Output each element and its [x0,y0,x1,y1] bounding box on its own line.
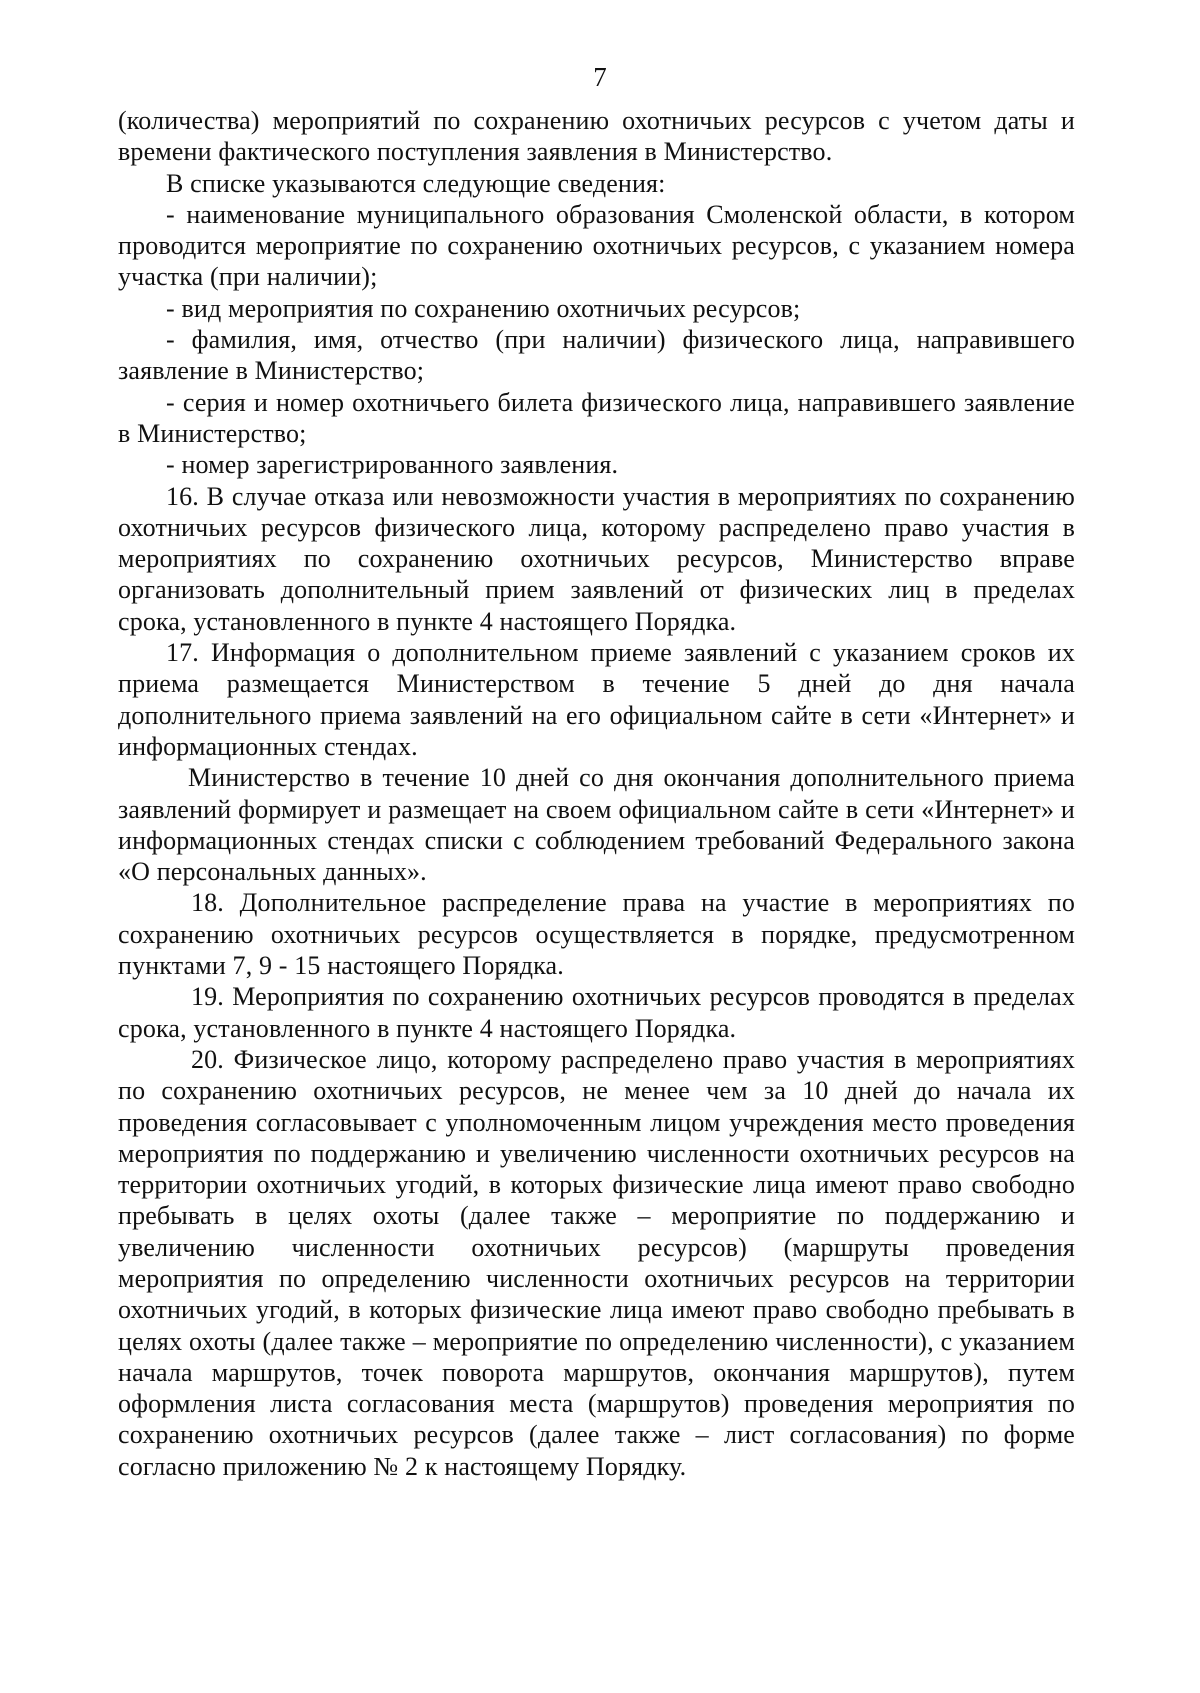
list-item: - вид мероприятия по сохранению охотничьих ресурсов; [166,293,801,323]
paragraph-19: 19. Мероприятия по сохранению охотничьих ресурсов проводятся в пределах срока, установленного в пункте 4 настоящего Порядка. [118,982,1075,1043]
paragraph: Министерство в течение 10 дней со дня окончания дополнительного приема заявлений формирует и размещает на своем официальном сайте в сети «Интернет» и информационных стендах списки с соблюдением требований Федерального закона «О персональных данных». [118,763,1075,887]
list-item: - серия и номер охотничьего билета физического лица, направившего заявление в Министерство; [118,387,1075,448]
list-item: - наименование муниципального образования Смоленской области, в котором проводится мероприятие по сохранению охотничьих ресурсов, с указанием номера участка (при наличии); [118,199,1075,292]
paragraph-16: 16. В случае отказа или невозможности участия в мероприятиях по сохранению охотничьих ресурсов физического лица, которому распределено право участия в мероприятиях по сохранению охотничьих ресурсов, Министерство вправе организовать дополнительный прием заявлений от физических лиц в пределах срока, установленного в пункте 4 настоящего Порядка. [118,481,1075,636]
list-item: - номер зарегистрированного заявления. [166,450,619,480]
list-item: - фамилия, имя, отчество (при наличии) физического лица, направившего заявление в Министерство; [118,325,1075,386]
paragraph-18: 18. Дополнительное распределение права на участие в мероприятиях по сохранению охотничьих ресурсов осуществляется в порядке, предусмотренном пунктами 7, 9 - 15 настоящего Порядка. [118,888,1075,981]
document-body [118,105,1075,1482]
paragraph-20: 20. Физическое лицо, которому распределено право участия в мероприятиях по сохранению охотничьих ресурсов, не менее чем за 10 дней до начала их проведения согласовывает с уполномоченным лицом учреждения место проведения мероприятия по поддержанию и увеличению численности охотничьих ресурсов на территории охотничьих угодий, в которых физические лица имеют право свободно пребывать в целях охоты (далее также – мероприятие по поддержанию и увеличению численности охотничьих ресурсов) (маршруты проведения мероприятия по определению численности охотничьих ресурсов на территории охотничьих угодий, в которых физические лица имеют право свободно пребывать в целях охоты (далее также – мероприятие по определению численности), с указанием начала маршрутов, точек поворота маршрутов, окончания маршрутов), путем оформления листа согласования места (маршрутов) проведения мероприятия по сохранению охотничьих ресурсов (далее также – лист согласования) по форме согласно приложению № 2 к настоящему Порядку. [118,1044,1075,1481]
page-number: 7 [593,62,607,92]
paragraph: (количества) мероприятий по сохранению охотничьих ресурсов с учетом даты и времени фактического поступления заявления в Министерство. [118,106,1075,167]
paragraph-17: 17. Информация о дополнительном приеме заявлений с указанием сроков их приема размещается Министерством в течение 5 дней до дня начала дополнительного приема заявлений на его официальном сайте в сети «Интернет» и информационных стендах. [118,638,1075,761]
paragraph: В списке указываются следующие сведения: [166,168,666,198]
